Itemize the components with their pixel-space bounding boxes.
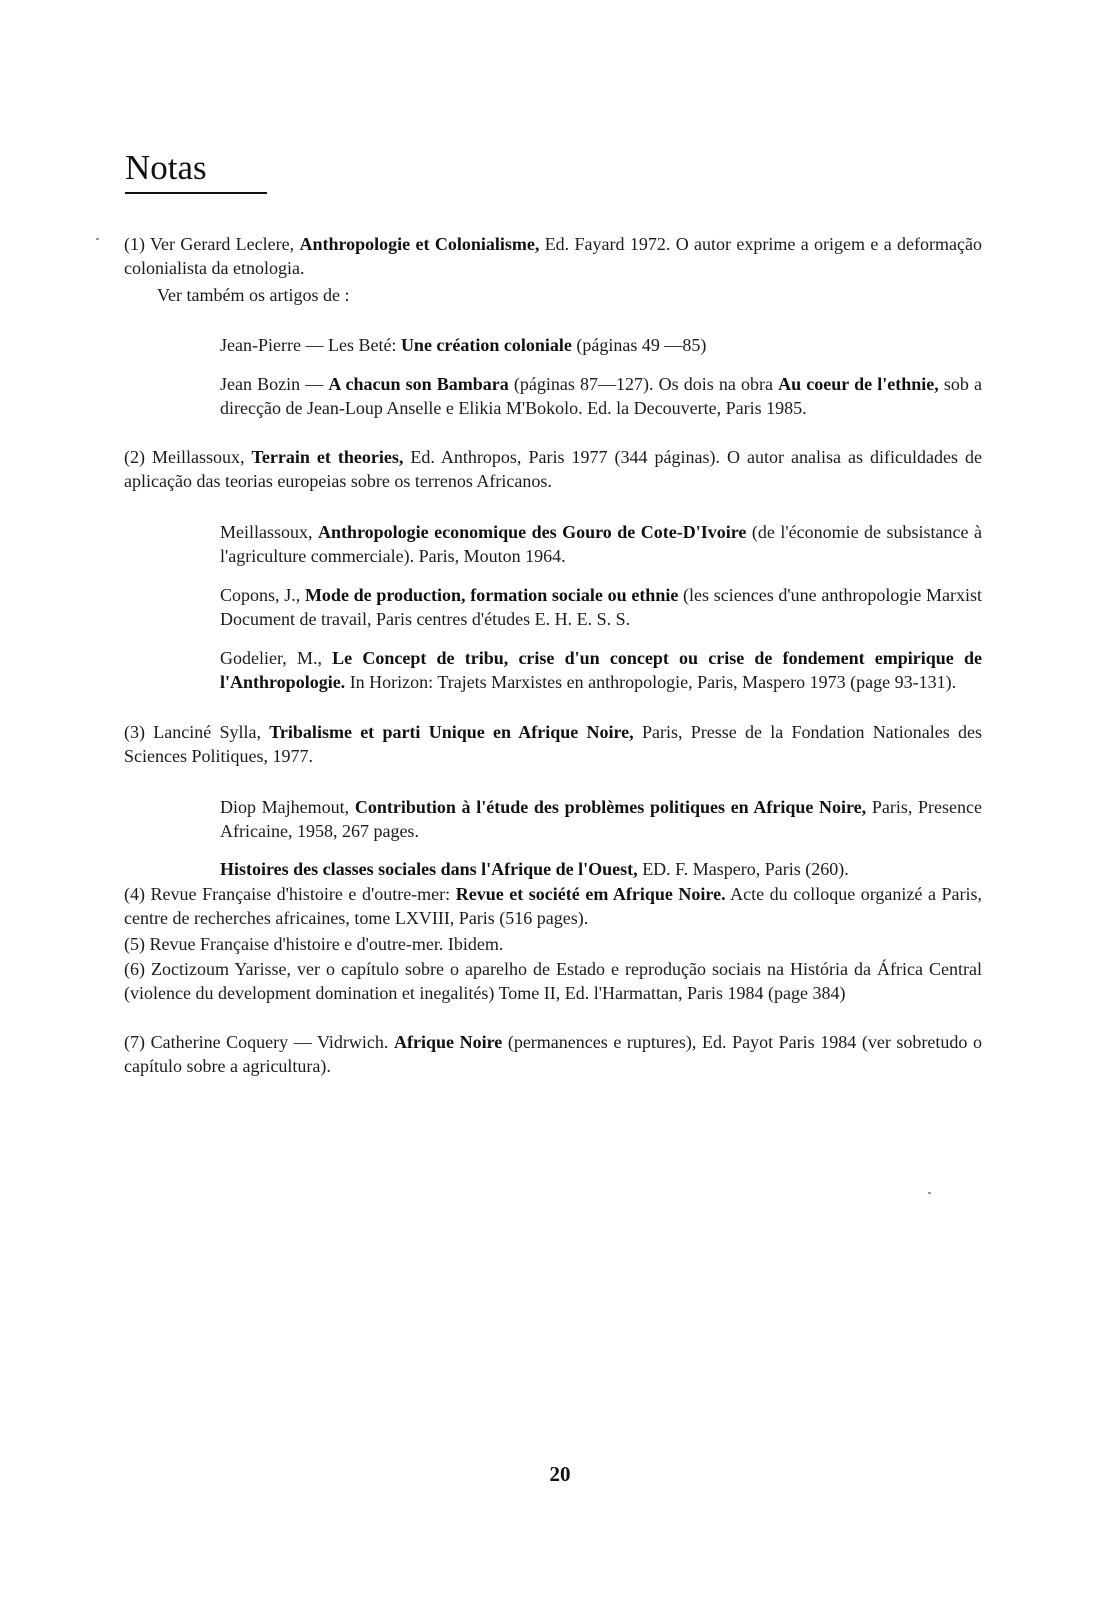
note-4: (4) Revue Française d'histoire e d'outre-mer: Revue et société em Afrique Noire. Acte du colloque organizé a Paris, centre de recherches africaines, tome LXVIII, Paris (516 pages).	[124, 884, 983, 928]
note-3-reference-1: Diop Majhemout, Contribution à l'étude des problèmes politiques en Afrique Noire, Paris, Presence Africaine, 1958, 267 pages.	[220, 797, 982, 841]
scan-speck	[96, 238, 99, 240]
note-marker: (7)	[124, 1032, 145, 1052]
reference-title: Au coeur de l'ethnie,	[778, 374, 939, 394]
reference-title: Mode de production, formation sociale ou ethnie	[304, 585, 679, 605]
note-marker: (1)	[124, 234, 145, 254]
reference-title: Le Concept de tribu, crise d'un concept ou crise de fondement empirique de l'Anthropologie.	[220, 648, 982, 692]
title-underline	[125, 192, 267, 194]
note-title: Anthropologie et Colonialisme,	[299, 234, 540, 254]
note-title: Revue et société em Afrique Noire.	[455, 884, 726, 904]
note-marker: (4)	[124, 884, 145, 904]
note-2-reference-2: Copons, J., Mode de production, formation sociale ou ethnie (les sciences d'une anthropologie Marxist Document de travail, Paris centres d'études E. H. E. S. S.	[220, 585, 983, 629]
note-3: (3) Lanciné Sylla, Tribalisme et parti Unique en Afrique Noire, Paris, Presse de la Fondation Nationales des Sciences Politiques, 1977.	[124, 722, 982, 766]
note-title: Terrain et theories,	[251, 447, 404, 467]
note-6: (6) Zoctizoum Yarisse, ver o capítulo sobre o aparelho de Estado e reprodução sociais na História da África Central (violence du development domination et inegalités) Tome II, Ed. l'Harmattan, Paris 1984 (page 384)	[124, 959, 982, 1003]
note-2-reference-1: Meillassoux, Anthropologie economique des Gouro de Cote-D'Ivoire (de l'économie de subsistance à l'agriculture commerciale). Paris, Mouton 1964.	[220, 522, 982, 566]
page-number: 20	[549, 1462, 571, 1486]
note-2-reference-3: Godelier, M., Le Concept de tribu, crise d'un concept ou crise de fondement empirique de l'Anthropologie. In Horizon: Trajets Marxistes en anthropologie, Paris, Maspero 1973 (page 93-131).	[220, 648, 982, 692]
scan-speck	[928, 1192, 931, 1194]
note-1-reference-2: Jean Bozin — A chacun son Bambara (páginas 87—127). Os dois na obra Au coeur de l'ethnie, sob a direcção de Jean-Loup Anselle e Elikia M'Bokolo. Ed. la Decouverte, Paris 1985.	[220, 374, 982, 418]
reference-title: Une création coloniale	[400, 335, 572, 355]
reference-title: Contribution à l'étude des problèmes politiques en Afrique Noire,	[354, 797, 867, 817]
note-1-reference-1: Jean-Pierre — Les Beté: Une création coloniale (páginas 49 —85)	[220, 335, 707, 355]
note-title: Tribalisme et parti Unique en Afrique Noire,	[269, 722, 634, 742]
page-title: Notas	[125, 148, 207, 187]
note-marker: (5)	[124, 934, 145, 954]
note-marker: (2)	[124, 447, 145, 467]
note-marker: (6)	[124, 959, 145, 979]
note-title: Afrique Noire	[393, 1032, 503, 1052]
note-7: (7) Catherine Coquery — Vidrwich. Afrique Noire (permanences e ruptures), Ed. Payot Paris 1984 (ver sobretudo o capítulo sobre a agricultura).	[124, 1032, 982, 1076]
note-5: (5) Revue Française d'histoire e d'outre-mer. Ibidem.	[124, 934, 504, 954]
note-3-reference-2: Histoires des classes sociales dans l'Afrique de l'Ouest, ED. F. Maspero, Paris (260).	[220, 859, 849, 879]
note-2: (2) Meillassoux, Terrain et theories, Ed. Anthropos, Paris 1977 (344 páginas). O autor analisa as dificuldades de aplicação das teorias europeias sobre os terrenos Africanos.	[124, 447, 983, 491]
note-1: (1) Ver Gerard Leclere, Anthropologie et Colonialisme, Ed. Fayard 1972. O autor exprime a origem e a deformação colonialista da etnologia.	[124, 234, 983, 278]
reference-title: Histoires des classes sociales dans l'Afrique de l'Ouest,	[220, 859, 638, 879]
reference-title: A chacun son Bambara	[328, 374, 509, 394]
note-marker: (3)	[124, 722, 145, 742]
reference-title: Anthropologie economique des Gouro de Cote-D'Ivoire	[317, 522, 747, 542]
note-1-see-also: Ver também os artigos de :	[157, 285, 350, 305]
